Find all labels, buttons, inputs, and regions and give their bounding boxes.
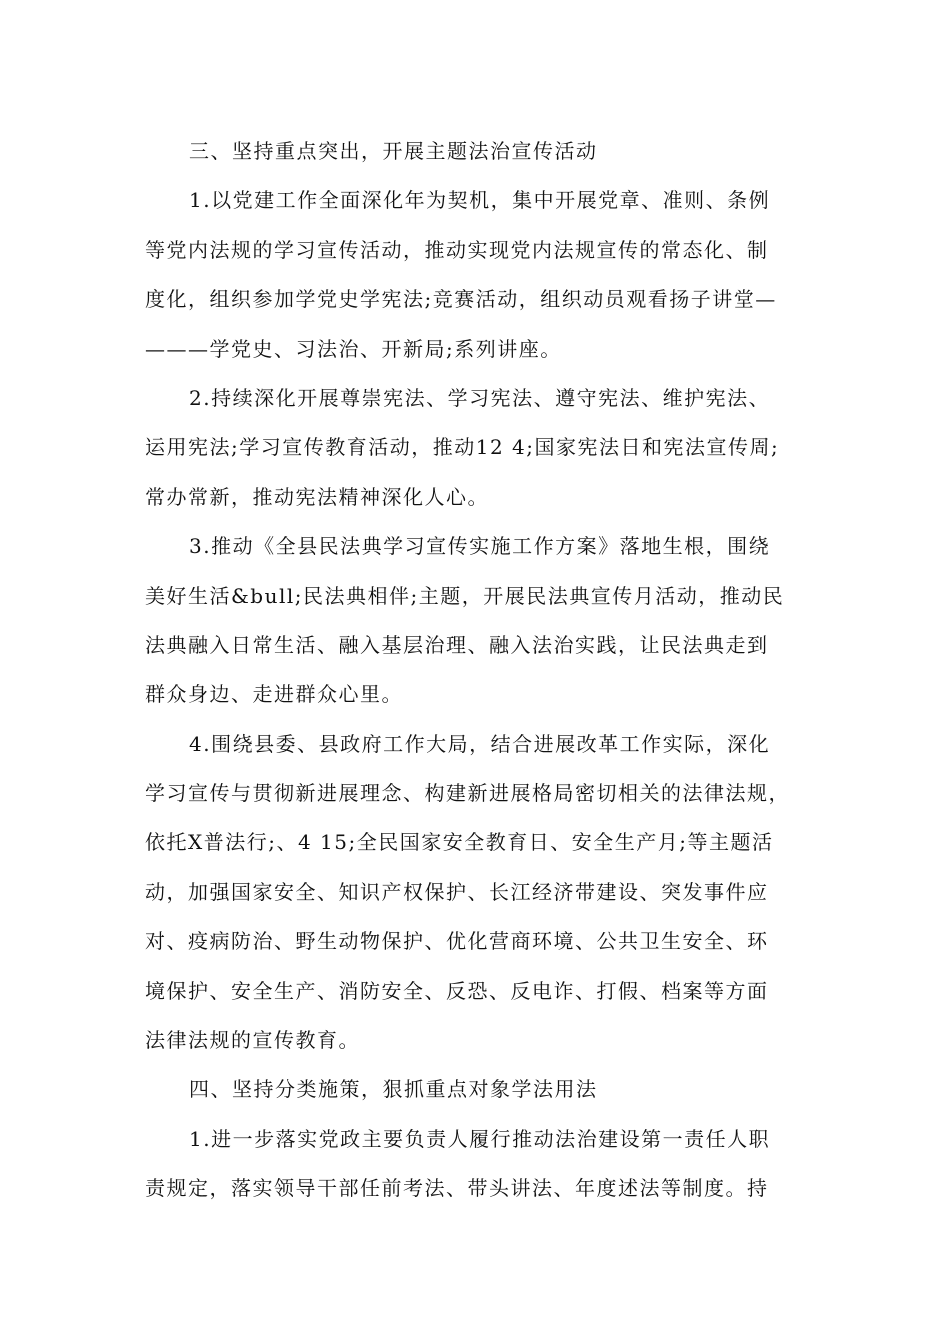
paragraph-line: 学习宣传与贯彻新进展理念、构建新进展格局密切相关的法律法规， [145,781,790,806]
paragraph-line: 对、疫病防治、野生动物保护、优化营商环境、公共卫生安全、环 [145,929,769,954]
section-heading: 三、坚持重点突出，开展主题法治宣传活动 [189,139,598,163]
document-body [145,127,815,1214]
paragraph-line: 运用宪法;学习宣传教育活动，推动12 4;国家宪法日和宪法宣传周; [145,435,780,460]
paragraph-line: 3.推动《全县民法典学习宣传实施工作方案》落地生根，围绕 [189,534,771,559]
paragraph-line: 等党内法规的学习宣传活动，推动实现党内法规宣传的常态化、制 [145,237,769,262]
paragraph-line: 依托X普法行;、4 15;全民国家安全教育日、安全生产月;等主题活 [145,830,774,855]
paragraph-line: 境保护、安全生产、消防安全、反恐、反电诈、打假、档案等方面 [145,978,769,1003]
paragraph-line: 1.进一步落实党政主要负责人履行推动法治建设第一责任人职 [189,1126,771,1151]
paragraph-line: 美好生活&bull;民法典相伴;主题，开展民法典宣传月活动，推动民 [145,583,785,608]
paragraph-line: 2.持续深化开展尊崇宪法、学习宪法、遵守宪法、维护宪法、 [189,385,771,410]
paragraph-line: 责规定，落实领导干部任前考法、带头讲法、年度述法等制度。持 [145,1176,769,1201]
paragraph-line: 常办常新，推动宪法精神深化人心。 [145,484,489,509]
paragraph-line: 1.以党建工作全面深化年为契机，集中开展党章、准则、条例 [189,188,771,213]
paragraph-line: 度化，组织参加学党史学宪法;竞赛活动，组织动员观看扬子讲堂— [145,287,777,312]
paragraph-line: 动，加强国家安全、知识产权保护、长江经济带建设、突发事件应 [145,879,769,904]
paragraph-line: ———学党史、习法治、开新局;系列讲座。 [145,336,562,361]
paragraph-line: 群众身边、走进群众心里。 [145,682,403,707]
section-heading: 四、坚持分类施策，狠抓重点对象学法用法 [189,1077,598,1102]
paragraph-line: 法律法规的宣传教育。 [145,1028,360,1053]
paragraph-line: 4.围绕县委、县政府工作大局，结合进展改革工作实际，深化 [189,731,771,756]
paragraph-line: 法典融入日常生活、融入基层治理、融入法治实践，让民法典走到 [145,632,769,657]
